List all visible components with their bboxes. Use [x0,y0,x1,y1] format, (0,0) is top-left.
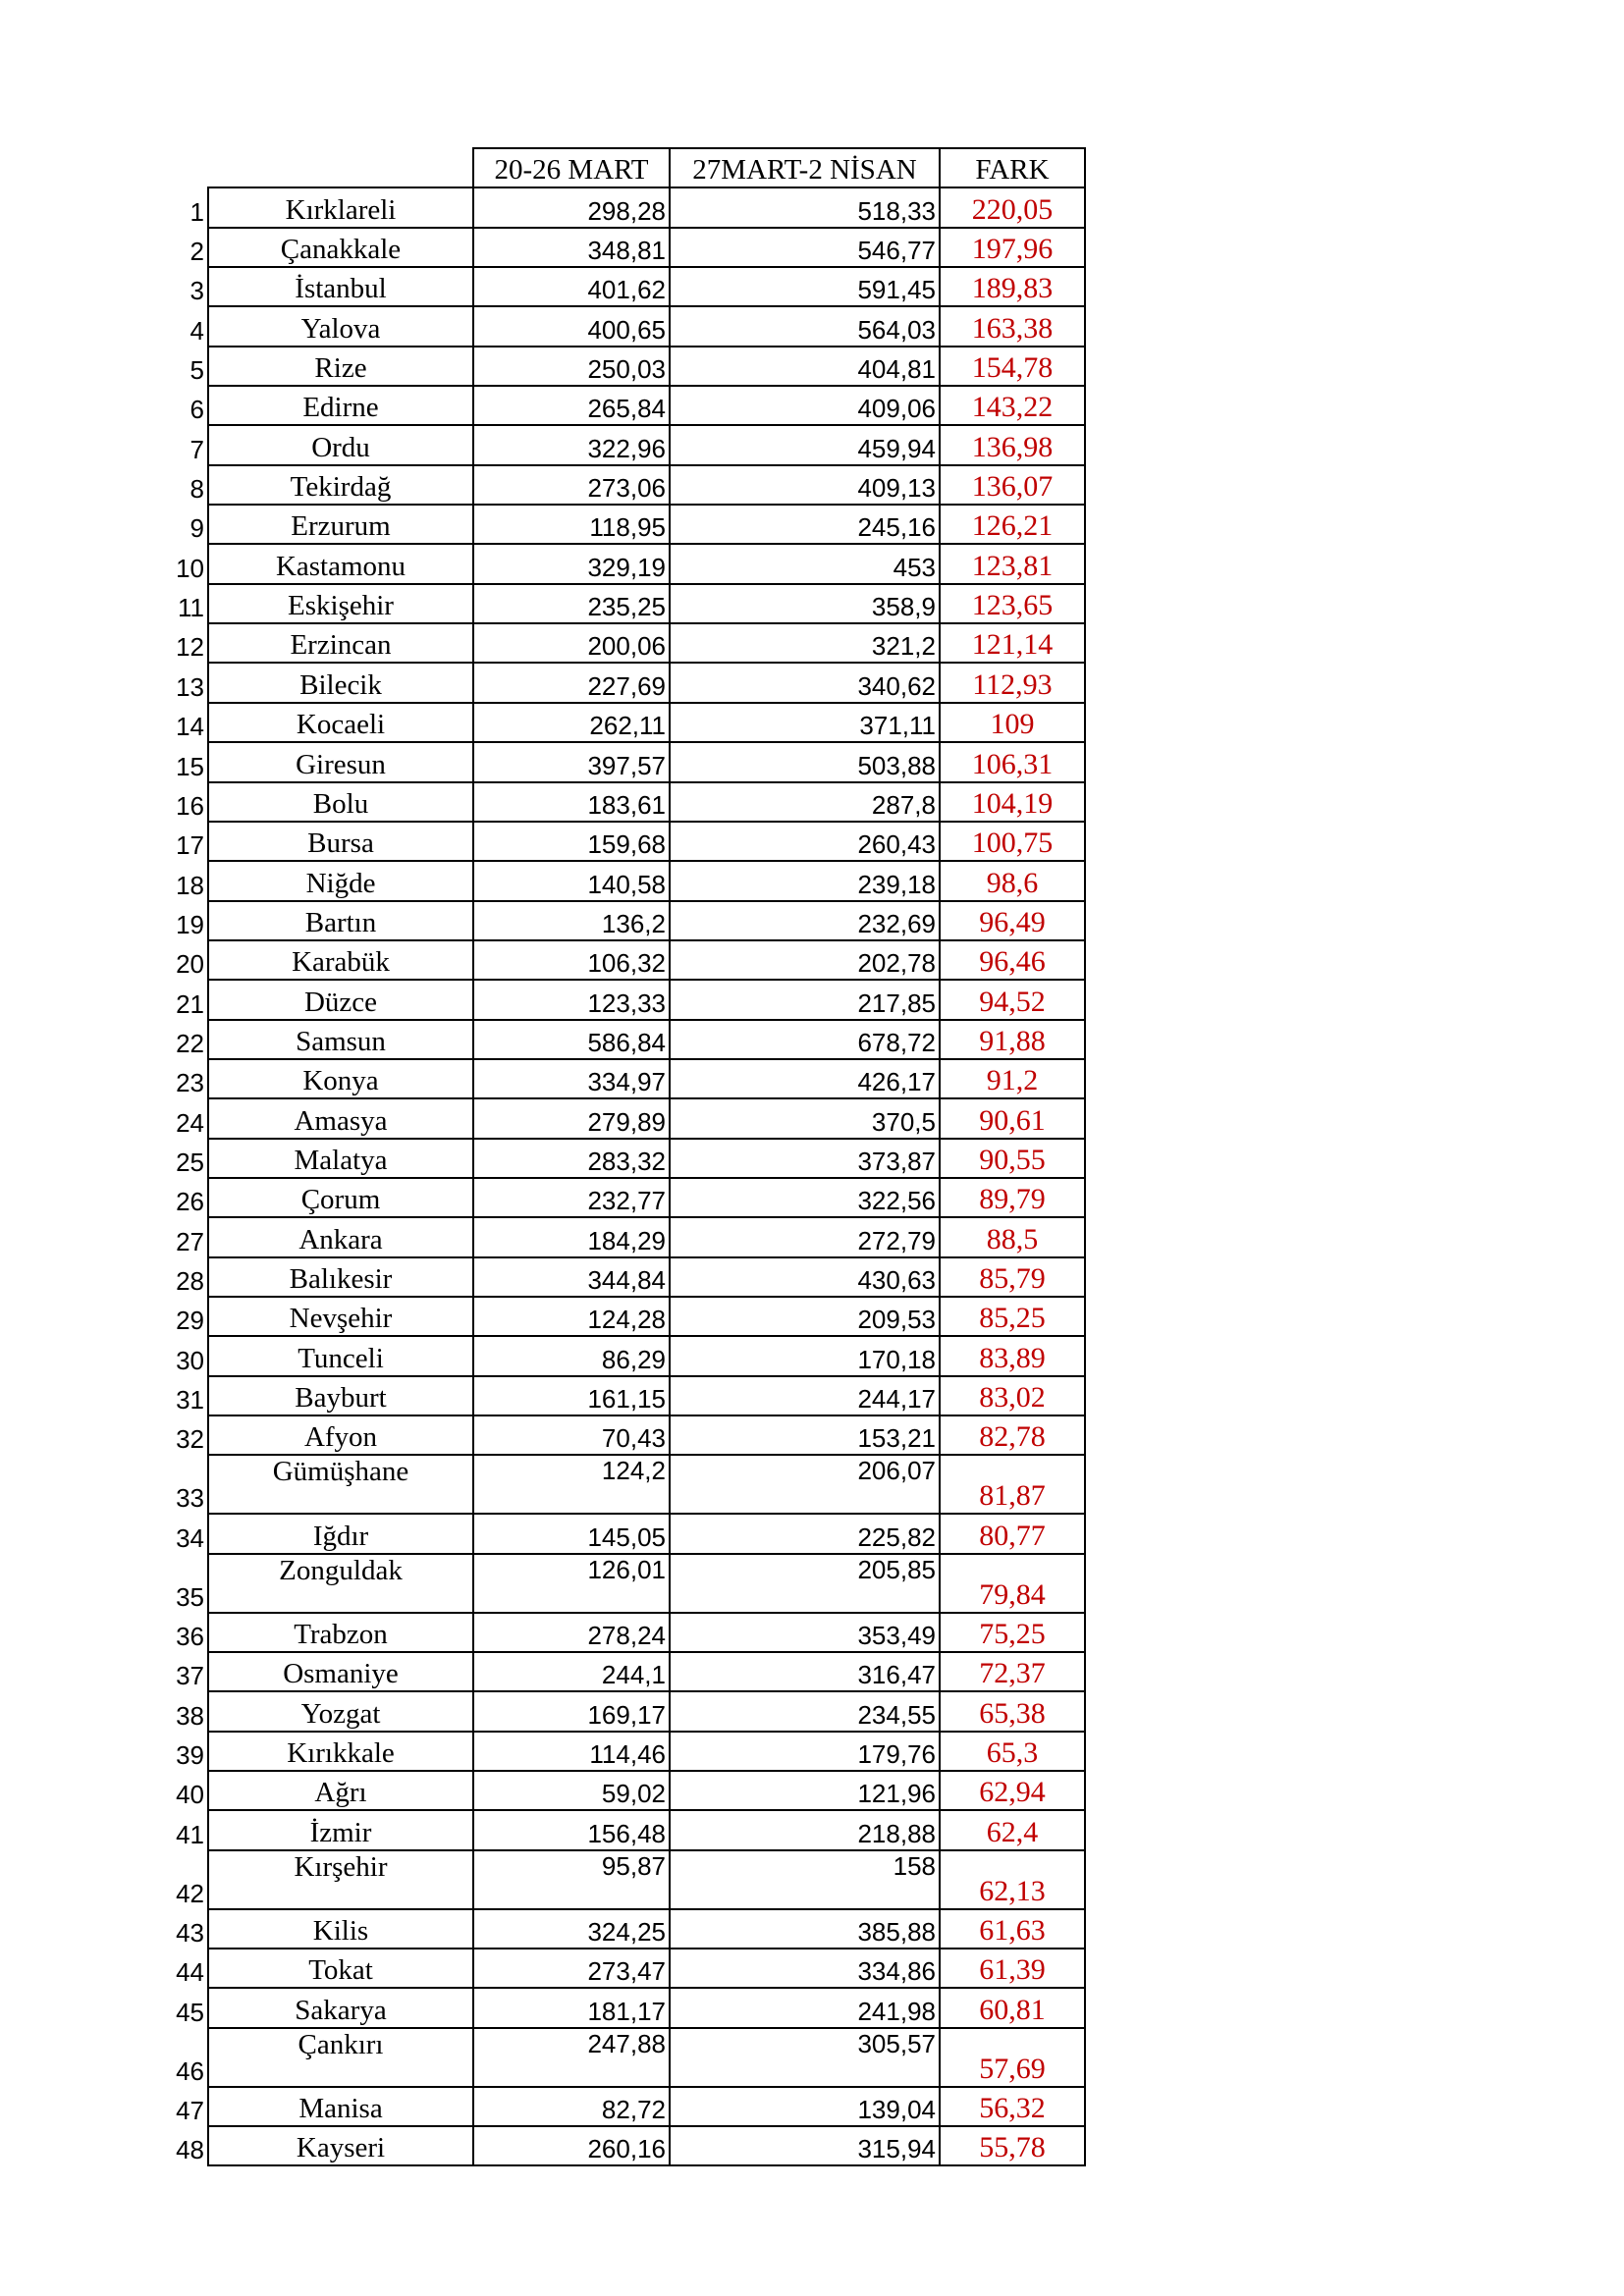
table-row [167,1771,1085,1810]
value-fark: 80,77 [940,1514,1085,1553]
table-row [167,2028,1085,2087]
value-27mart-2-nisan: 158 [670,1850,940,1909]
province-name: Çanakkale [208,228,473,267]
table-row [167,1909,1085,1949]
row-number: 7 [189,434,204,464]
value-fark: 123,65 [940,584,1085,623]
header-blank-cell [167,148,208,187]
value-20-26-mart: 200,06 [473,623,670,663]
table-row [167,822,1085,861]
value-fark: 79,84 [940,1554,1085,1613]
province-name: Bartın [208,901,473,940]
value-fark: 82,78 [940,1415,1085,1455]
province-name: Erzurum [208,505,473,544]
table-row [167,861,1085,900]
value-20-26-mart: 324,25 [473,1909,670,1949]
province-name: Konya [208,1059,473,1098]
province-name: Yozgat [208,1691,473,1731]
value-fark: 96,46 [940,940,1085,980]
row-number: 43 [176,1918,204,1949]
table-row [167,1059,1085,1098]
value-27mart-2-nisan: 205,85 [670,1554,940,1613]
value-27mart-2-nisan: 315,94 [670,2126,940,2165]
value-20-26-mart: 344,84 [473,1257,670,1297]
value-20-26-mart: 95,87 [473,1850,670,1909]
value-27mart-2-nisan: 459,94 [670,425,940,464]
province-name: Niğde [208,861,473,900]
value-fark: 91,88 [940,1020,1085,1059]
row-number: 30 [176,1345,204,1375]
row-number: 27 [176,1226,204,1256]
table-row [167,1336,1085,1375]
value-fark: 61,39 [940,1949,1085,1988]
value-20-26-mart: 401,62 [473,267,670,306]
value-20-26-mart: 262,11 [473,703,670,742]
value-27mart-2-nisan: 287,8 [670,782,940,822]
value-fark: 123,81 [940,544,1085,583]
table-row [167,1949,1085,1988]
value-fark: 72,37 [940,1652,1085,1691]
row-number: 35 [176,1581,204,1612]
value-fark: 81,87 [940,1455,1085,1514]
table-row [167,1810,1085,1849]
value-20-26-mart: 397,57 [473,742,670,781]
value-fark: 57,69 [940,2028,1085,2087]
value-20-26-mart: 329,19 [473,544,670,583]
value-20-26-mart: 86,29 [473,1336,670,1375]
value-27mart-2-nisan: 218,88 [670,1810,940,1849]
row-number: 34 [176,1522,204,1553]
value-20-26-mart: 260,16 [473,2126,670,2165]
value-fark: 60,81 [940,1988,1085,2027]
province-name: Osmaniye [208,1652,473,1691]
value-27mart-2-nisan: 353,49 [670,1613,940,1652]
table-row [167,980,1085,1019]
province-name: Giresun [208,742,473,781]
province-name: Afyon [208,1415,473,1455]
row-number: 29 [176,1306,204,1336]
table-row [167,1514,1085,1553]
value-27mart-2-nisan: 179,76 [670,1732,940,1771]
row-number: 39 [176,1740,204,1771]
value-27mart-2-nisan: 591,45 [670,267,940,306]
value-fark: 56,32 [940,2087,1085,2126]
value-20-26-mart: 273,06 [473,465,670,505]
value-fark: 62,4 [940,1810,1085,1849]
row-number: 24 [176,1107,204,1138]
province-name: Iğdır [208,1514,473,1553]
value-27mart-2-nisan: 518,33 [670,187,940,227]
row-number: 31 [176,1385,204,1415]
value-20-26-mart: 247,88 [473,2028,670,2087]
value-20-26-mart: 400,65 [473,306,670,346]
province-name: Kilis [208,1909,473,1949]
province-name: Bursa [208,822,473,861]
value-27mart-2-nisan: 121,96 [670,1771,940,1810]
value-fark: 85,25 [940,1297,1085,1336]
value-27mart-2-nisan: 322,56 [670,1178,940,1217]
row-number: 20 [176,949,204,980]
value-fark: 62,13 [940,1850,1085,1909]
header-blank-cell [208,148,473,187]
value-20-26-mart: 250,03 [473,347,670,386]
value-fark: 154,78 [940,347,1085,386]
value-fark: 61,63 [940,1909,1085,1949]
value-fark: 98,6 [940,861,1085,900]
row-number: 21 [176,988,204,1019]
value-20-26-mart: 159,68 [473,822,670,861]
value-27mart-2-nisan: 316,47 [670,1652,940,1691]
province-name: Tunceli [208,1336,473,1375]
value-fark: 189,83 [940,267,1085,306]
value-27mart-2-nisan: 453 [670,544,940,583]
value-fark: 75,25 [940,1613,1085,1652]
value-27mart-2-nisan: 371,11 [670,703,940,742]
row-number: 28 [176,1265,204,1296]
table-row [167,1455,1085,1514]
value-27mart-2-nisan: 409,13 [670,465,940,505]
province-name: Nevşehir [208,1297,473,1336]
value-20-26-mart: 273,47 [473,1949,670,1988]
province-name: Kırklareli [208,187,473,227]
value-20-26-mart: 265,84 [473,386,670,425]
table-row [167,703,1085,742]
table-row [167,425,1085,464]
row-number: 6 [189,395,204,425]
table-row [167,1415,1085,1455]
table-body [167,187,1085,2165]
province-name: Erzincan [208,623,473,663]
province-name: Samsun [208,1020,473,1059]
table-row [167,1691,1085,1731]
value-20-26-mart: 82,72 [473,2087,670,2126]
province-name: Sakarya [208,1988,473,2027]
value-fark: 90,61 [940,1098,1085,1138]
value-27mart-2-nisan: 503,88 [670,742,940,781]
table-row [167,267,1085,306]
value-27mart-2-nisan: 334,86 [670,1949,940,1988]
row-number: 45 [176,1997,204,2027]
row-number: 48 [176,2135,204,2165]
value-20-26-mart: 278,24 [473,1613,670,1652]
value-20-26-mart: 298,28 [473,187,670,227]
value-27mart-2-nisan: 245,16 [670,505,940,544]
value-fark: 112,93 [940,663,1085,702]
row-number: 18 [176,870,204,900]
table-row [167,187,1085,227]
value-fark: 90,55 [940,1139,1085,1178]
row-number: 46 [176,2056,204,2086]
province-name: Amasya [208,1098,473,1138]
value-27mart-2-nisan: 234,55 [670,1691,940,1731]
province-name: Manisa [208,2087,473,2126]
value-fark: 62,94 [940,1771,1085,1810]
table-row [167,584,1085,623]
table-row [167,1297,1085,1336]
row-number: 25 [176,1147,204,1177]
value-fark: 55,78 [940,2126,1085,2165]
table-row [167,306,1085,346]
row-number: 42 [176,1878,204,1908]
value-fark: 106,31 [940,742,1085,781]
value-fark: 88,5 [940,1217,1085,1256]
row-number: 47 [176,2096,204,2126]
row-number: 4 [189,315,204,346]
value-20-26-mart: 126,01 [473,1554,670,1613]
value-20-26-mart: 283,32 [473,1139,670,1178]
value-fark: 91,2 [940,1059,1085,1098]
value-20-26-mart: 123,33 [473,980,670,1019]
province-name: Bolu [208,782,473,822]
value-fark: 104,19 [940,782,1085,822]
value-27mart-2-nisan: 239,18 [670,861,940,900]
header-20-26-mart: 20-26 MART [473,148,670,187]
province-name: Kastamonu [208,544,473,583]
province-name: Ankara [208,1217,473,1256]
table-row [167,386,1085,425]
value-27mart-2-nisan: 546,77 [670,228,940,267]
value-fark: 89,79 [940,1178,1085,1217]
value-fark: 100,75 [940,822,1085,861]
value-27mart-2-nisan: 244,17 [670,1376,940,1415]
province-name: Tokat [208,1949,473,1988]
table-row [167,623,1085,663]
row-number: 13 [176,671,204,702]
value-20-26-mart: 279,89 [473,1098,670,1138]
table-row [167,901,1085,940]
table-row [167,1020,1085,1059]
value-27mart-2-nisan: 170,18 [670,1336,940,1375]
table-row [167,2126,1085,2165]
province-name: Karabük [208,940,473,980]
value-20-26-mart: 161,15 [473,1376,670,1415]
row-number: 11 [178,593,204,623]
table-row [167,1217,1085,1256]
value-20-26-mart: 244,1 [473,1652,670,1691]
row-number: 16 [176,790,204,821]
province-name: Düzce [208,980,473,1019]
province-name: Ağrı [208,1771,473,1810]
value-27mart-2-nisan: 139,04 [670,2087,940,2126]
province-name: Bayburt [208,1376,473,1415]
table-row [167,347,1085,386]
row-number: 10 [176,553,204,583]
row-number: 26 [176,1187,204,1217]
value-27mart-2-nisan: 321,2 [670,623,940,663]
value-27mart-2-nisan: 678,72 [670,1020,940,1059]
row-number: 38 [176,1700,204,1731]
value-27mart-2-nisan: 206,07 [670,1455,940,1514]
table-row [167,940,1085,980]
value-27mart-2-nisan: 272,79 [670,1217,940,1256]
value-fark: 126,21 [940,505,1085,544]
value-fark: 83,89 [940,1336,1085,1375]
value-27mart-2-nisan: 430,63 [670,1257,940,1297]
value-20-26-mart: 227,69 [473,663,670,702]
row-number: 44 [176,1957,204,1988]
value-20-26-mart: 232,77 [473,1178,670,1217]
table-row [167,1988,1085,2027]
data-table [167,147,1086,2166]
value-20-26-mart: 145,05 [473,1514,670,1553]
header-fark: FARK [940,148,1085,187]
province-name: Rize [208,347,473,386]
value-fark: 109 [940,703,1085,742]
province-name: Malatya [208,1139,473,1178]
row-number: 8 [189,474,204,505]
value-27mart-2-nisan: 305,57 [670,2028,940,2087]
table-row [167,2087,1085,2126]
province-name: Gümüşhane [208,1455,473,1514]
row-number: 37 [176,1661,204,1691]
row-number: 40 [176,1780,204,1810]
province-name: İstanbul [208,267,473,306]
value-20-26-mart: 70,43 [473,1415,670,1455]
row-number: 22 [176,1028,204,1058]
value-27mart-2-nisan: 385,88 [670,1909,940,1949]
value-20-26-mart: 59,02 [473,1771,670,1810]
value-20-26-mart: 106,32 [473,940,670,980]
value-27mart-2-nisan: 232,69 [670,901,940,940]
province-name: Tekirdağ [208,465,473,505]
row-number: 2 [189,237,204,267]
value-fark: 65,3 [940,1732,1085,1771]
row-number: 14 [176,712,204,742]
value-fark: 121,14 [940,623,1085,663]
value-20-26-mart: 586,84 [473,1020,670,1059]
province-name: Bilecik [208,663,473,702]
table-row [167,663,1085,702]
value-fark: 83,02 [940,1376,1085,1415]
value-fark: 136,98 [940,425,1085,464]
value-27mart-2-nisan: 241,98 [670,1988,940,2027]
header-27mart-2-nisan: 27MART-2 NİSAN [670,148,940,187]
value-fark: 197,96 [940,228,1085,267]
row-number: 3 [189,276,204,306]
value-20-26-mart: 181,17 [473,1988,670,2027]
value-fark: 220,05 [940,187,1085,227]
row-number: 19 [176,909,204,939]
value-20-26-mart: 124,2 [473,1455,670,1514]
table-row [167,1178,1085,1217]
row-number: 32 [176,1424,204,1455]
table-row [167,465,1085,505]
province-name: Trabzon [208,1613,473,1652]
value-20-26-mart: 184,29 [473,1217,670,1256]
value-27mart-2-nisan: 340,62 [670,663,940,702]
table-row [167,1850,1085,1909]
header-row [167,148,1085,187]
value-fark: 143,22 [940,386,1085,425]
value-fark: 136,07 [940,465,1085,505]
row-number: 9 [189,513,204,544]
row-number: 17 [176,830,204,861]
table-row [167,544,1085,583]
value-27mart-2-nisan: 217,85 [670,980,940,1019]
province-name: Zonguldak [208,1554,473,1613]
table-row [167,1613,1085,1652]
province-name: Yalova [208,306,473,346]
province-name: Kayseri [208,2126,473,2165]
table-row [167,505,1085,544]
value-27mart-2-nisan: 260,43 [670,822,940,861]
row-number: 23 [176,1068,204,1098]
table-row [167,1098,1085,1138]
row-number: 41 [176,1819,204,1849]
row-number: 1 [189,196,204,227]
value-27mart-2-nisan: 202,78 [670,940,940,980]
value-27mart-2-nisan: 370,5 [670,1098,940,1138]
table-row [167,1554,1085,1613]
table-row [167,782,1085,822]
table-row [167,1257,1085,1297]
table-row [167,1652,1085,1691]
table-row [167,1139,1085,1178]
province-name: Kocaeli [208,703,473,742]
value-20-26-mart: 140,58 [473,861,670,900]
value-fark: 85,79 [940,1257,1085,1297]
value-fark: 94,52 [940,980,1085,1019]
table-row [167,1376,1085,1415]
row-number: 36 [176,1622,204,1652]
value-27mart-2-nisan: 564,03 [670,306,940,346]
value-27mart-2-nisan: 426,17 [670,1059,940,1098]
row-number: 33 [176,1483,204,1514]
value-fark: 65,38 [940,1691,1085,1731]
row-number: 15 [176,751,204,781]
value-27mart-2-nisan: 358,9 [670,584,940,623]
province-name: Balıkesir [208,1257,473,1297]
table-row [167,228,1085,267]
value-27mart-2-nisan: 209,53 [670,1297,940,1336]
value-20-26-mart: 183,61 [473,782,670,822]
value-20-26-mart: 114,46 [473,1732,670,1771]
table-row [167,1732,1085,1771]
value-20-26-mart: 348,81 [473,228,670,267]
value-20-26-mart: 235,25 [473,584,670,623]
province-name: Ordu [208,425,473,464]
value-20-26-mart: 334,97 [473,1059,670,1098]
value-27mart-2-nisan: 409,06 [670,386,940,425]
value-fark: 163,38 [940,306,1085,346]
province-name: Kırıkkale [208,1732,473,1771]
value-20-26-mart: 156,48 [473,1810,670,1849]
value-20-26-mart: 118,95 [473,505,670,544]
value-27mart-2-nisan: 153,21 [670,1415,940,1455]
value-27mart-2-nisan: 225,82 [670,1514,940,1553]
value-20-26-mart: 124,28 [473,1297,670,1336]
row-number: 12 [176,632,204,663]
province-name: Çorum [208,1178,473,1217]
value-20-26-mart: 136,2 [473,901,670,940]
province-name: Kırşehir [208,1850,473,1909]
province-name: İzmir [208,1810,473,1849]
province-name: Çankırı [208,2028,473,2087]
value-fark: 96,49 [940,901,1085,940]
value-27mart-2-nisan: 373,87 [670,1139,940,1178]
table-row [167,742,1085,781]
row-number: 5 [189,355,204,386]
value-27mart-2-nisan: 404,81 [670,347,940,386]
value-20-26-mart: 322,96 [473,425,670,464]
province-name: Eskişehir [208,584,473,623]
province-name: Edirne [208,386,473,425]
value-20-26-mart: 169,17 [473,1691,670,1731]
